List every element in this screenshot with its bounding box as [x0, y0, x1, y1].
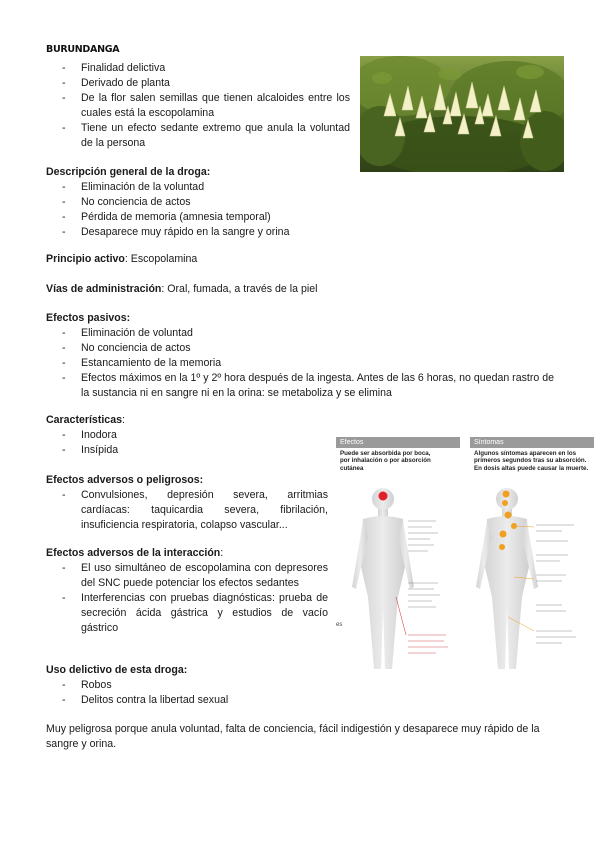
principio-label: Principio activo [46, 253, 125, 265]
caracteristicas-heading-row [46, 413, 125, 428]
principio-activo [46, 252, 197, 267]
list-item: - Eliminación de la voluntad [46, 180, 346, 195]
list-item: - Finalidad delictiva [46, 61, 350, 76]
caracteristicas-heading: Características [46, 414, 122, 426]
intro-list [46, 61, 350, 151]
document-title: BURUNDANGA [46, 44, 120, 55]
closing-paragraph: Muy peligrosa porque anula voluntad, falta de conciencia, fácil indigestión y desaparece muy rápido de la sangre y orina. [46, 723, 540, 750]
list-item: - Interferencias con pruebas diagnósticas: prueba de secreción ácida gástrica y estudios de vacío gástrico [46, 591, 328, 636]
list-item: - Estancamiento de la memoria [46, 356, 554, 371]
list-item: - Inodora [46, 428, 326, 443]
list-item: - Pérdida de memoria (amnesia temporal) [46, 210, 346, 225]
list-item: - Tiene un efecto sedante extremo que anula la voluntad de la persona [46, 121, 350, 151]
vias-value: : Oral, fumada, a través de la piel [161, 283, 318, 295]
figure-left-header: Efectos [336, 437, 460, 448]
figure-right-header: Síntomas [470, 437, 594, 448]
list-item: - Derivado de planta [46, 76, 350, 91]
vias-administracion [46, 282, 317, 297]
list-item: - De la flor salen semillas que tienen alcaloides entre los cuales está la escopolamina [46, 91, 350, 121]
efectos-adversos-heading: Efectos adversos o peligrosos: [46, 474, 204, 486]
list-item: - Desaparece muy rápido en la sangre y orina [46, 225, 346, 240]
list-item: - El uso simultáneo de escopolamina con depresores del SNC puede potenciar los efectos sedantes [46, 561, 328, 591]
interaccion-colon: : [220, 547, 224, 559]
efectos-pasivos-heading: Efectos pasivos: [46, 312, 131, 324]
effects-symptoms-figure [336, 437, 594, 672]
interaccion-list [46, 561, 328, 636]
caracteristicas-colon: : [121, 414, 125, 426]
figure-left-caption: Puede ser absorbida por boca, por inhalación o por absorción cutánea [340, 450, 431, 472]
uso-delictivo-list [46, 678, 326, 708]
figure-edge-text: es [336, 622, 343, 628]
descripcion-list [46, 180, 346, 240]
list-item: - Delitos contra la libertad sexual [46, 693, 326, 708]
absorption-dot-head [379, 492, 388, 501]
body-silhouettes [336, 437, 594, 672]
descripcion-heading: Descripción general de la droga: [46, 166, 211, 178]
left-body-silhouette [352, 488, 414, 669]
list-item: - Convulsiones, depresión severa, arritmias cardíacas: taquicardia severa, fibrilación, insuficiencia respiratoria, colapso vascular... [46, 488, 328, 533]
list-item: - Eliminación de voluntad [46, 326, 554, 341]
figure-right-caption: Algunos síntomas aparecen en los primeros segundos tras su absorción. En dosis altas puede causar la muerte. [474, 450, 589, 472]
efectos-pasivos-list [46, 326, 554, 401]
list-item: - Efectos máximos en la 1º y 2º hora después de la ingesta. Antes de las 6 horas, no quedan rastro de la sustancia ni en sangre ni en la orina: se metaboliza y se elimina [46, 371, 554, 401]
interaccion-heading: Efectos adversos de la interacción [46, 547, 221, 559]
list-item: - No conciencia de actos [46, 341, 554, 356]
list-item: - Robos [46, 678, 326, 693]
interaccion-heading-row [46, 546, 223, 561]
efectos-adversos-list [46, 488, 328, 533]
vias-label: Vías de administración [46, 283, 162, 295]
list-item: - No conciencia de actos [46, 195, 346, 210]
list-item: - Insípida [46, 443, 326, 458]
plant-photo [360, 56, 564, 172]
caracteristicas-list [46, 428, 326, 458]
uso-delictivo-heading: Uso delictivo de esta droga: [46, 664, 188, 676]
principio-value: : Escopolamina [124, 253, 198, 265]
